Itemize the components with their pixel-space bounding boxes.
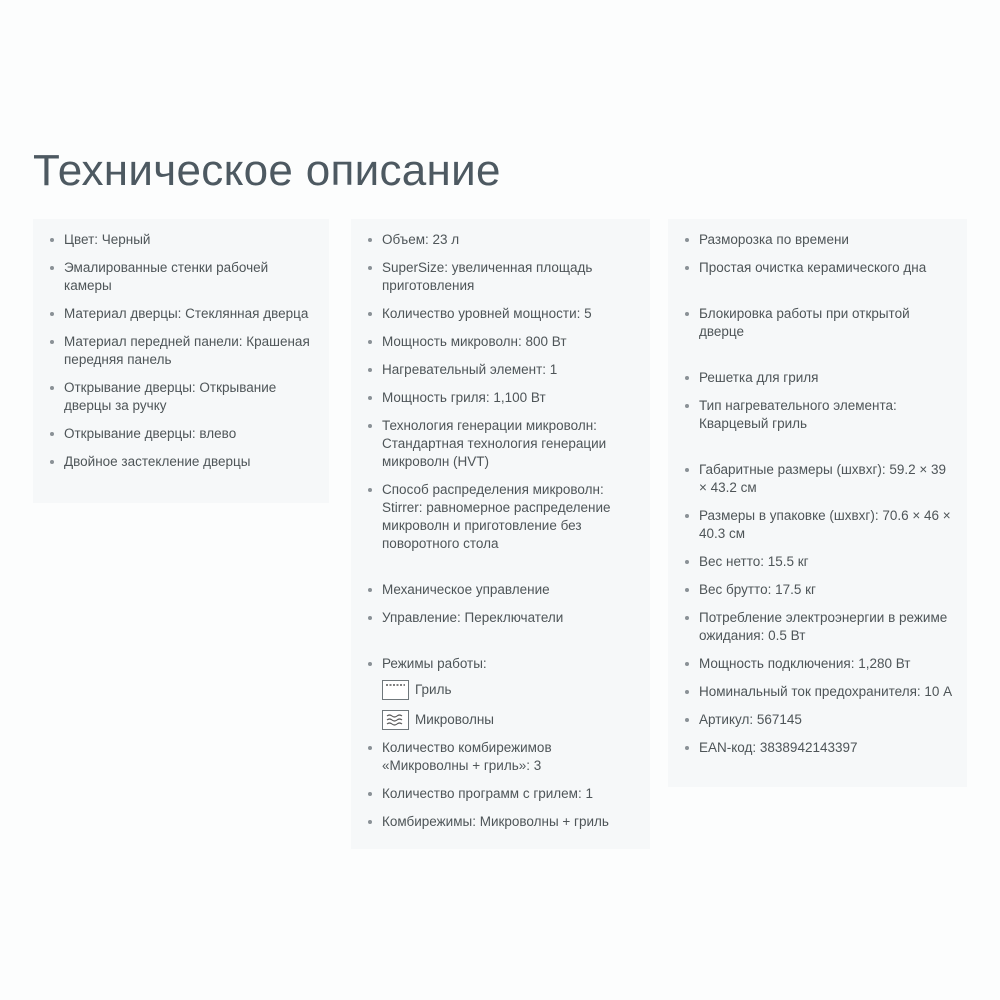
spec-item: Блокировка работы при открытой дверце — [684, 305, 953, 341]
spec-item: Открывание дверцы: Открывание дверцы за ручку — [49, 379, 315, 415]
spec-column-1 — [33, 219, 329, 503]
spec-item: Материал передней панели: Крашеная передняя панель — [49, 333, 315, 369]
spec-item: Габаритные размеры (шхвхг): 59.2 × 39 × 43.2 см — [684, 461, 953, 497]
mode-label: Гриль — [415, 682, 452, 697]
spec-item: Механическое управление — [367, 581, 636, 599]
spec-item: Вес брутто: 17.5 кг — [684, 581, 953, 599]
spec-item-modes — [367, 655, 636, 733]
spec-item: Номинальный ток предохранителя: 10 А — [684, 683, 953, 701]
spec-list-2 — [367, 231, 636, 831]
spec-list-3 — [684, 231, 953, 757]
spec-item: Количество уровней мощности: 5 — [367, 305, 636, 323]
spec-item: Размеры в упаковке (шхвхг): 70.6 × 46 × 40.3 см — [684, 507, 953, 543]
spec-item: Способ распределения микроволн: Stirrer: равномерное распределение микроволн и приготовление без поворотного стола — [367, 481, 636, 553]
spec-item: Нагревательный элемент: 1 — [367, 361, 636, 379]
spec-item: Управление: Переключатели — [367, 609, 636, 627]
spec-item: Простая очистка керамического дна — [684, 259, 953, 277]
modes-label: Режимы работы: — [382, 656, 487, 671]
spec-item: SuperSize: увеличенная площадь приготовления — [367, 259, 636, 295]
spec-item: Количество комбирежимов «Микроволны + гриль»: 3 — [367, 739, 636, 775]
spec-item: Двойное застекление дверцы — [49, 453, 315, 471]
spec-item: Тип нагревательного элемента: Кварцевый гриль — [684, 397, 953, 433]
microwave-mode-icon — [382, 710, 409, 730]
spec-item: Решетка для гриля — [684, 369, 953, 387]
spec-item: Мощность подключения: 1,280 Вт — [684, 655, 953, 673]
spec-item: Мощность гриля: 1,100 Вт — [367, 389, 636, 407]
spec-column-3 — [668, 219, 967, 787]
spec-item: Эмалированные стенки рабочей камеры — [49, 259, 315, 295]
spec-item: Материал дверцы: Стеклянная дверца — [49, 305, 315, 323]
spec-item: EAN-код: 3838942143397 — [684, 739, 953, 757]
spec-list-1 — [49, 231, 315, 471]
spec-item: Разморозка по времени — [684, 231, 953, 249]
spec-column-2 — [351, 219, 650, 849]
spec-item: Объем: 23 л — [367, 231, 636, 249]
spec-item: Количество программ с грилем: 1 — [367, 785, 636, 803]
spec-item: Комбирежимы: Микроволны + гриль — [367, 813, 636, 831]
mode-label: Микроволны — [415, 712, 494, 727]
grill-mode-icon — [382, 680, 409, 700]
spec-item: Мощность микроволн: 800 Вт — [367, 333, 636, 351]
modes-list — [382, 677, 636, 733]
spec-item: Цвет: Черный — [49, 231, 315, 249]
spec-item: Артикул: 567145 — [684, 711, 953, 729]
mode-microwave — [382, 707, 636, 733]
spec-item: Потребление электроэнергии в режиме ожидания: 0.5 Вт — [684, 609, 953, 645]
spec-item: Технология генерации микроволн: Стандартная технология генерации микроволн (HVT) — [367, 417, 636, 471]
page-title: Техническое описание — [33, 146, 501, 195]
mode-grill — [382, 677, 636, 703]
spec-item: Вес нетто: 15.5 кг — [684, 553, 953, 571]
spec-item: Открывание дверцы: влево — [49, 425, 315, 443]
